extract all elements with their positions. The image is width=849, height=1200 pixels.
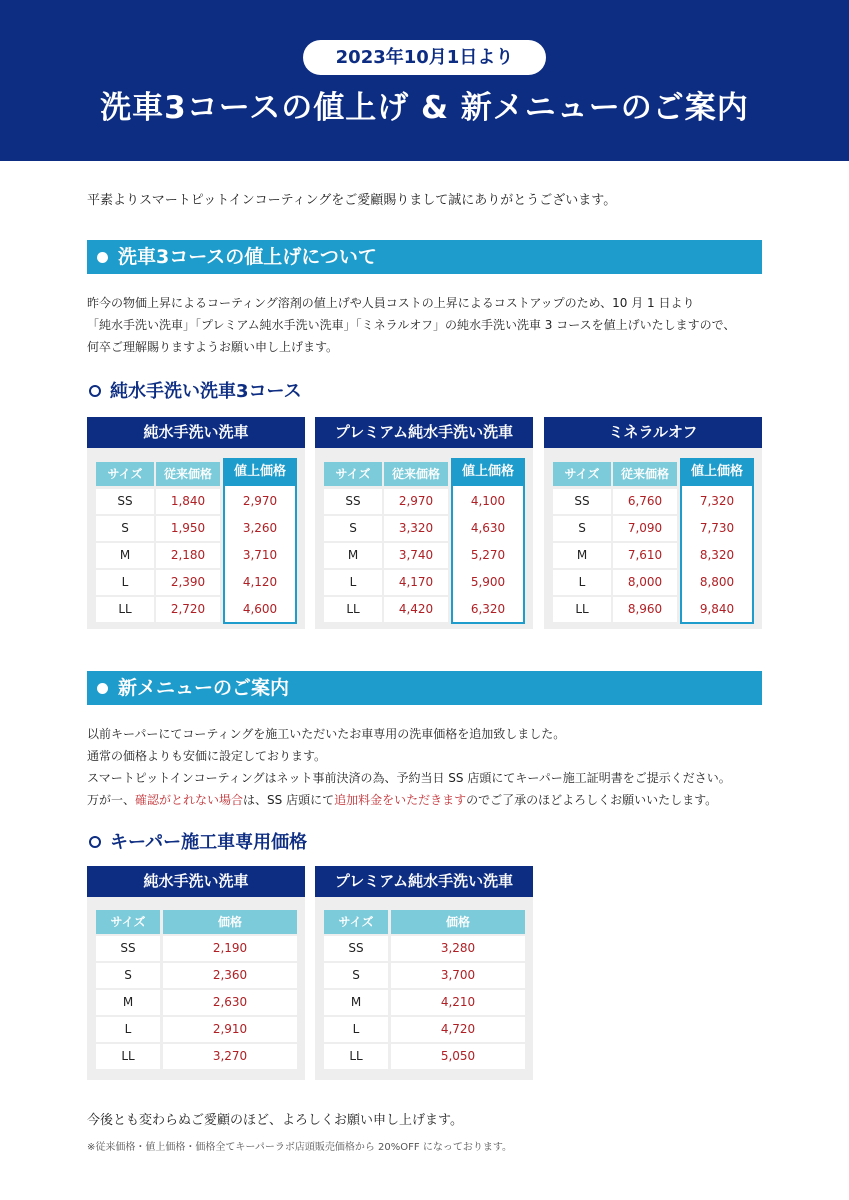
- size-cell: L: [96, 1017, 160, 1042]
- new-price-cell: 3,710: [242, 548, 278, 562]
- size-cell: SS: [96, 489, 154, 514]
- price-cell: 3,700: [391, 963, 525, 988]
- subheading-keeper-price: [87, 830, 307, 856]
- old-price-cell: 2,970: [384, 489, 448, 514]
- subheading-label: キーパー施工車専用価格: [110, 832, 308, 853]
- size-cell: M: [324, 990, 388, 1015]
- price-card-body: [315, 448, 533, 629]
- section-banner-label: 新メニューのご案内: [118, 677, 290, 699]
- subheading-three-courses: [87, 379, 302, 405]
- new-menu-line: 以前キーパーにてコーティングを施工いただいたお車専用の洗車価格を追加致しました。: [87, 727, 566, 741]
- header-price: 価格: [391, 910, 525, 934]
- intro-text: 平素よりスマートピットインコーティングをご愛顧賜りまして誠にありがとうございます。: [87, 193, 617, 208]
- header-size: サイズ: [553, 462, 611, 486]
- section-banner-new-menu: [87, 671, 762, 705]
- new-price-cell: 8,320: [699, 548, 735, 562]
- price-cell: 2,360: [163, 963, 297, 988]
- warning-highlight: 追加料金をいただきます: [334, 793, 467, 807]
- new-menu-line: 通常の価格よりも安価に設定しております。: [87, 749, 327, 763]
- keeper-price-card-body: [87, 897, 305, 1080]
- price-increase-paragraph-line: 何卒ご理解賜りますようお願い申し上げます。: [87, 340, 339, 354]
- old-price-cell: 8,960: [613, 597, 677, 622]
- warning-text: のでご了承のほどよろしくお願いいたします。: [466, 793, 718, 807]
- size-cell: SS: [96, 936, 160, 961]
- price-card: [544, 417, 762, 629]
- price-card-body: [87, 448, 305, 629]
- size-cell: LL: [324, 1044, 388, 1069]
- new-price-cell: 4,100: [470, 494, 506, 508]
- size-cell: SS: [324, 489, 382, 514]
- warning-text: 万が一、: [87, 793, 136, 807]
- size-cell: S: [553, 516, 611, 541]
- subheading-label: 純水手洗い洗車3コース: [110, 381, 302, 402]
- header-new-price: 値上価格: [680, 458, 754, 486]
- ring-bullet-icon: [89, 836, 101, 848]
- header-new-price: 値上価格: [451, 458, 525, 486]
- new-price-cell: 8,800: [699, 575, 735, 589]
- old-price-cell: 1,840: [156, 489, 220, 514]
- size-cell: SS: [324, 936, 388, 961]
- price-card-body: [544, 448, 762, 629]
- keeper-price-card: [87, 866, 305, 1080]
- size-cell: L: [324, 570, 382, 595]
- price-card: [87, 417, 305, 629]
- warning-highlight: 確認がとれない場合: [135, 793, 244, 807]
- header-old-price: 従来価格: [384, 462, 448, 486]
- new-price-cell: 7,730: [699, 521, 735, 535]
- new-price-cell: 9,840: [699, 602, 735, 616]
- size-cell: SS: [553, 489, 611, 514]
- old-price-cell: 7,610: [613, 543, 677, 568]
- new-price-cell: 5,270: [470, 548, 506, 562]
- old-price-cell: 3,320: [384, 516, 448, 541]
- old-price-cell: 7,090: [613, 516, 677, 541]
- header-new-price: 値上価格: [223, 458, 297, 486]
- size-cell: M: [324, 543, 382, 568]
- size-cell: LL: [96, 597, 154, 622]
- size-cell: S: [324, 963, 388, 988]
- size-cell: S: [96, 963, 160, 988]
- price-cell: 4,210: [391, 990, 525, 1015]
- price-cell: 5,050: [391, 1044, 525, 1069]
- price-cell: 3,280: [391, 936, 525, 961]
- keeper-price-card-title: 純水手洗い洗車: [87, 866, 305, 897]
- old-price-cell: 4,170: [384, 570, 448, 595]
- old-price-cell: 1,950: [156, 516, 220, 541]
- keeper-price-card-body: [315, 897, 533, 1080]
- price-card: [315, 417, 533, 629]
- price-cell: 2,190: [163, 936, 297, 961]
- new-price-cell: 4,120: [242, 575, 278, 589]
- bullet-dot-icon: [97, 683, 108, 694]
- old-price-cell: 2,390: [156, 570, 220, 595]
- price-card-title: ミネラルオフ: [544, 417, 762, 448]
- new-price-cell: 4,630: [470, 521, 506, 535]
- price-cell: 2,910: [163, 1017, 297, 1042]
- price-cell: 4,720: [391, 1017, 525, 1042]
- page-title: 洗車3コースの値上げ & 新メニューのご案内: [100, 90, 749, 126]
- keeper-price-card-title: プレミアム純水手洗い洗車: [315, 866, 533, 897]
- header-size: サイズ: [96, 910, 160, 934]
- size-cell: S: [96, 516, 154, 541]
- new-menu-warning-line: [87, 789, 717, 811]
- section-banner-price-increase: [87, 240, 762, 274]
- size-cell: LL: [324, 597, 382, 622]
- size-cell: LL: [553, 597, 611, 622]
- old-price-cell: 8,000: [613, 570, 677, 595]
- price-cell: 2,630: [163, 990, 297, 1015]
- new-price-cell: 7,320: [699, 494, 735, 508]
- old-price-cell: 2,180: [156, 543, 220, 568]
- new-price-cell: 6,320: [470, 602, 506, 616]
- header-price: 価格: [163, 910, 297, 934]
- size-cell: LL: [96, 1044, 160, 1069]
- old-price-cell: 4,420: [384, 597, 448, 622]
- size-cell: M: [96, 543, 154, 568]
- bullet-dot-icon: [97, 252, 108, 263]
- footnote: ※従来価格・値上価格・価格全てキーパーラボ店頭販売価格から 20%OFF になっております。: [87, 1142, 513, 1153]
- size-cell: M: [553, 543, 611, 568]
- section-banner-label: 洗車3コースの値上げについて: [118, 246, 377, 268]
- header-old-price: 従来価格: [613, 462, 677, 486]
- keeper-price-card: [315, 866, 533, 1080]
- size-cell: L: [96, 570, 154, 595]
- size-cell: S: [324, 516, 382, 541]
- old-price-cell: 6,760: [613, 489, 677, 514]
- header-old-price: 従来価格: [156, 462, 220, 486]
- size-cell: M: [96, 990, 160, 1015]
- new-menu-line: スマートピットインコーティングはネット事前決済の為、予約当日 SS 店頭にてキーパー施工証明書をご提示ください。: [87, 771, 731, 785]
- old-price-cell: 3,740: [384, 543, 448, 568]
- header-size: サイズ: [324, 462, 382, 486]
- effective-date-pill: 2023年10月1日より: [303, 40, 546, 75]
- header-banner: [0, 0, 849, 161]
- header-size: サイズ: [324, 910, 388, 934]
- header-size: サイズ: [96, 462, 154, 486]
- price-increase-paragraph-line: 昨今の物価上昇によるコーティング溶剤の値上げや人員コストの上昇によるコストアップのため、10 月 1 日より: [87, 296, 695, 310]
- new-price-cell: 3,260: [242, 521, 278, 535]
- closing-text: 今後とも変わらぬご愛顧のほど、よろしくお願い申し上げます。: [87, 1113, 463, 1128]
- new-price-cell: 2,970: [242, 494, 278, 508]
- warning-text: は、SS 店頭にて: [243, 793, 335, 807]
- old-price-cell: 2,720: [156, 597, 220, 622]
- size-cell: L: [324, 1017, 388, 1042]
- ring-bullet-icon: [89, 385, 101, 397]
- price-card-title: プレミアム純水手洗い洗車: [315, 417, 533, 448]
- price-increase-paragraph-line: 「純水手洗い洗車」「プレミアム純水手洗い洗車」「ミネラルオフ」の純水手洗い洗車 3 コースを値上げいたしますので、: [87, 318, 736, 332]
- new-price-cell: 4,600: [242, 602, 278, 616]
- size-cell: L: [553, 570, 611, 595]
- price-cell: 3,270: [163, 1044, 297, 1069]
- new-price-cell: 5,900: [470, 575, 506, 589]
- price-card-title: 純水手洗い洗車: [87, 417, 305, 448]
